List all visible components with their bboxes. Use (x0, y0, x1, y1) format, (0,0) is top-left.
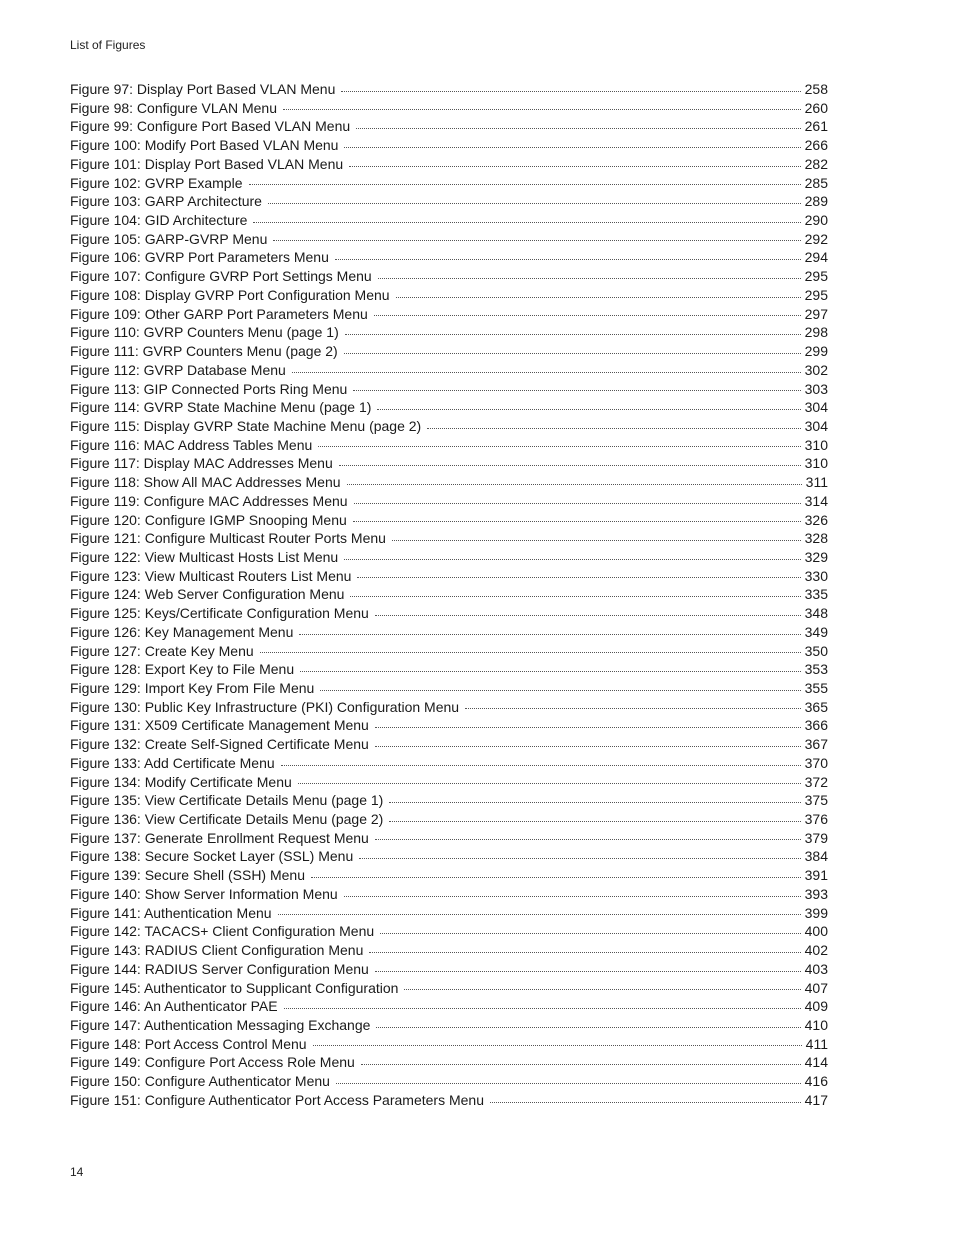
toc-entry[interactable] (70, 529, 828, 548)
toc-entry[interactable] (70, 323, 828, 342)
figure-title: Figure 100: Modify Port Based VLAN Menu (70, 137, 339, 154)
figure-page-number: 410 (804, 1016, 828, 1033)
figure-title: Figure 130: Public Key Infrastructure (PKI) Configuration Menu (70, 698, 460, 715)
figure-page-number: 294 (804, 249, 828, 266)
toc-entry[interactable] (70, 754, 828, 773)
figure-page-number: 349 (804, 623, 828, 640)
toc-entry[interactable] (70, 155, 828, 174)
figure-page-number: 295 (804, 286, 828, 303)
toc-entry[interactable] (70, 211, 828, 230)
figure-title: Figure 123: View Multicast Routers List Menu (70, 567, 352, 584)
toc-entry[interactable] (70, 473, 828, 492)
dot-leader (347, 483, 802, 485)
dot-leader (273, 239, 800, 241)
toc-entry[interactable] (70, 866, 828, 885)
figure-page-number: 261 (804, 118, 828, 135)
dot-leader (284, 1007, 801, 1009)
figure-title: Figure 103: GARP Architecture (70, 193, 262, 210)
figure-title: Figure 141: Authentication Menu (70, 904, 272, 921)
figure-title: Figure 148: Port Access Control Menu (70, 1035, 307, 1052)
figure-title: Figure 98: Configure VLAN Menu (70, 99, 277, 116)
toc-entry[interactable] (70, 230, 828, 249)
dot-leader (389, 801, 800, 803)
figure-title: Figure 125: Keys/Certificate Configuration Menu (70, 605, 369, 622)
toc-entry[interactable] (70, 679, 828, 698)
toc-entry[interactable] (70, 623, 828, 642)
dot-leader (357, 576, 800, 578)
page-number: 14 (70, 1165, 84, 1179)
dot-leader (300, 670, 801, 672)
dot-leader (313, 1044, 802, 1046)
toc-entry[interactable] (70, 791, 828, 810)
figure-title: Figure 138: Secure Socket Layer (SSL) Menu (70, 848, 354, 865)
dot-leader (311, 876, 801, 878)
figure-title: Figure 151: Configure Authenticator Port Access Parameters Menu (70, 1091, 484, 1108)
toc-entry[interactable] (70, 548, 828, 567)
figure-title: Figure 117: Display MAC Addresses Menu (70, 455, 333, 472)
figure-page-number: 370 (804, 754, 828, 771)
figure-title: Figure 121: Configure Multicast Router Ports Menu (70, 530, 386, 547)
figure-title: Figure 109: Other GARP Port Parameters Menu (70, 305, 368, 322)
toc-entry[interactable] (70, 305, 828, 324)
list-of-figures (70, 80, 828, 1110)
figure-title: Figure 142: TACACS+ Client Configuration Menu (70, 923, 375, 940)
toc-entry[interactable] (70, 773, 828, 792)
figure-page-number: 400 (804, 923, 828, 940)
toc-entry[interactable] (70, 585, 828, 604)
dot-leader (389, 820, 800, 822)
figure-page-number: 399 (804, 904, 828, 921)
figure-page-number: 329 (804, 548, 828, 565)
dot-leader (354, 502, 801, 504)
dot-leader (375, 838, 801, 840)
figure-title: Figure 114: GVRP State Machine Menu (page 1) (70, 399, 372, 416)
figure-title: Figure 119: Configure MAC Addresses Menu (70, 492, 348, 509)
dot-leader (375, 970, 801, 972)
figure-page-number: 414 (804, 1054, 828, 1071)
figure-title: Figure 97: Display Port Based VLAN Menu (70, 81, 336, 97)
dot-leader (345, 333, 801, 335)
dot-leader (349, 165, 801, 167)
figure-page-number: 355 (804, 680, 828, 696)
figure-title: Figure 136: View Certificate Details Menu (page 2) (70, 811, 384, 828)
dot-leader (283, 108, 801, 110)
toc-entry[interactable] (70, 192, 828, 211)
toc-entry[interactable] (70, 997, 828, 1016)
toc-entry[interactable] (70, 941, 828, 960)
toc-entry[interactable] (70, 492, 828, 511)
toc-entry[interactable] (70, 847, 828, 866)
toc-entry[interactable] (70, 960, 828, 979)
figure-title: Figure 112: GVRP Database Menu (70, 361, 286, 378)
dot-leader (361, 1063, 801, 1065)
figure-title: Figure 129: Import Key From File Menu (70, 680, 315, 696)
figure-title: Figure 145: Authenticator to Supplicant Configuration (70, 979, 399, 996)
dot-leader (344, 895, 801, 897)
figure-page-number: 292 (804, 230, 828, 247)
toc-entry[interactable] (70, 829, 828, 848)
dot-leader (490, 1101, 801, 1103)
figure-page-number: 367 (804, 736, 828, 753)
figure-title: Figure 140: Show Server Information Menu (70, 885, 338, 902)
toc-entry[interactable] (70, 567, 828, 586)
figure-title: Figure 131: X509 Certificate Management Menu (70, 717, 369, 734)
figure-title: Figure 149: Configure Port Access Role Menu (70, 1054, 355, 1071)
dot-leader (375, 614, 801, 616)
dot-leader (375, 726, 801, 728)
toc-entry[interactable] (70, 698, 828, 717)
figure-title: Figure 137: Generate Enrollment Request Menu (70, 829, 369, 846)
dot-leader (281, 764, 801, 766)
dot-leader (268, 202, 801, 204)
dot-leader (377, 408, 800, 410)
figure-title: Figure 134: Modify Certificate Menu (70, 773, 292, 790)
toc-entry[interactable] (70, 398, 828, 417)
dot-leader (376, 1026, 800, 1028)
figure-title: Figure 143: RADIUS Client Configuration Menu (70, 942, 364, 959)
figure-page-number: 375 (804, 792, 828, 809)
figure-page-number: 376 (804, 811, 828, 828)
running-header: List of Figures (70, 38, 146, 52)
toc-entry[interactable] (70, 904, 828, 923)
figure-page-number: 297 (804, 305, 828, 322)
figure-title: Figure 104: GID Architecture (70, 212, 248, 229)
figure-title: Figure 139: Secure Shell (SSH) Menu (70, 867, 305, 884)
dot-leader (341, 90, 800, 92)
figure-title: Figure 115: Display GVRP State Machine Menu (page 2) (70, 417, 422, 434)
toc-entry[interactable] (70, 80, 828, 99)
figure-page-number: 310 (804, 436, 828, 453)
dot-leader (299, 633, 800, 635)
toc-entry[interactable] (70, 174, 828, 193)
dot-leader (278, 913, 801, 915)
toc-entry[interactable] (70, 380, 828, 399)
toc-entry[interactable] (70, 511, 828, 530)
figure-page-number: 311 (805, 474, 828, 491)
dot-leader (336, 1082, 801, 1084)
figure-title: Figure 128: Export Key to File Menu (70, 661, 295, 678)
toc-entry[interactable] (70, 286, 828, 305)
figure-title: Figure 99: Configure Port Based VLAN Menu (70, 118, 351, 135)
figure-title: Figure 108: Display GVRP Port Configuration Menu (70, 286, 390, 303)
figure-title: Figure 105: GARP-GVRP Menu (70, 230, 268, 247)
toc-entry[interactable] (70, 1035, 828, 1054)
toc-entry[interactable] (70, 642, 828, 661)
figure-page-number: 365 (804, 698, 828, 715)
figure-title: Figure 127: Create Key Menu (70, 642, 254, 659)
figure-page-number: 348 (804, 605, 828, 622)
toc-entry[interactable] (70, 417, 828, 436)
dot-leader (392, 539, 801, 541)
figure-page-number: 299 (804, 343, 828, 360)
dot-leader (335, 258, 801, 260)
toc-entry[interactable] (70, 342, 828, 361)
figure-page-number: 290 (804, 212, 828, 229)
figure-page-number: 310 (804, 455, 828, 472)
figure-page-number: 417 (804, 1091, 828, 1108)
figure-page-number: 295 (804, 268, 828, 285)
dot-leader (374, 314, 801, 316)
figure-title: Figure 101: Display Port Based VLAN Menu (70, 155, 344, 172)
toc-entry[interactable] (70, 1053, 828, 1072)
figure-title: Figure 144: RADIUS Server Configuration Menu (70, 960, 369, 977)
dot-leader (427, 427, 800, 429)
dot-leader (298, 782, 801, 784)
figure-page-number: 260 (804, 99, 828, 116)
figure-page-number: 258 (804, 81, 828, 97)
toc-entry[interactable] (70, 1091, 828, 1110)
dot-leader (249, 183, 801, 185)
figure-page-number: 409 (804, 998, 828, 1015)
figure-title: Figure 116: MAC Address Tables Menu (70, 436, 313, 453)
figure-title: Figure 150: Configure Authenticator Menu (70, 1073, 330, 1090)
figure-page-number: 416 (804, 1073, 828, 1090)
dot-leader (350, 595, 800, 597)
dot-leader (318, 445, 800, 447)
figure-title: Figure 118: Show All MAC Addresses Menu (70, 474, 341, 491)
figure-page-number: 330 (804, 567, 828, 584)
figure-page-number: 407 (804, 979, 828, 996)
toc-entry[interactable] (70, 361, 828, 380)
toc-entry[interactable] (70, 117, 828, 136)
figure-title: Figure 132: Create Self-Signed Certificate Menu (70, 736, 369, 753)
dot-leader (353, 520, 801, 522)
dot-leader (380, 932, 801, 934)
figure-title: Figure 106: GVRP Port Parameters Menu (70, 249, 329, 266)
toc-entry[interactable] (70, 136, 828, 155)
figure-page-number: 304 (804, 417, 828, 434)
figure-title: Figure 135: View Certificate Details Menu (page 1) (70, 792, 384, 809)
dot-leader (404, 988, 800, 990)
figure-page-number: 372 (804, 773, 828, 790)
figure-title: Figure 113: GIP Connected Ports Ring Menu (70, 380, 348, 397)
figure-title: Figure 102: GVRP Example (70, 174, 243, 191)
dot-leader (320, 689, 800, 691)
figure-page-number: 266 (804, 137, 828, 154)
toc-entry[interactable] (70, 660, 828, 679)
toc-entry[interactable] (70, 885, 828, 904)
dot-leader (339, 464, 801, 466)
figure-page-number: 302 (804, 361, 828, 378)
dot-leader (356, 127, 800, 129)
figure-page-number: 403 (804, 960, 828, 977)
figure-page-number: 326 (804, 511, 828, 528)
figure-title: Figure 107: Configure GVRP Port Settings Menu (70, 268, 372, 285)
figure-page-number: 303 (804, 380, 828, 397)
figure-title: Figure 122: View Multicast Hosts List Menu (70, 548, 339, 565)
toc-entry[interactable] (70, 436, 828, 455)
toc-entry[interactable] (70, 716, 828, 735)
toc-entry[interactable] (70, 454, 828, 473)
toc-entry[interactable] (70, 1072, 828, 1091)
figure-page-number: 393 (804, 885, 828, 902)
figure-page-number: 391 (804, 867, 828, 884)
figure-page-number: 335 (804, 586, 828, 603)
dot-leader (253, 221, 800, 223)
figure-page-number: 328 (804, 530, 828, 547)
figure-page-number: 366 (804, 717, 828, 734)
toc-entry[interactable] (70, 1016, 828, 1035)
figure-title: Figure 124: Web Server Configuration Menu (70, 586, 345, 603)
dot-leader (369, 951, 800, 953)
figure-title: Figure 111: GVRP Counters Menu (page 2) (70, 343, 338, 360)
toc-entry[interactable] (70, 99, 828, 118)
dot-leader (396, 296, 801, 298)
figure-page-number: 289 (804, 193, 828, 210)
figure-page-number: 282 (804, 155, 828, 172)
toc-entry[interactable] (70, 604, 828, 623)
dot-leader (344, 352, 801, 354)
figure-page-number: 298 (804, 324, 828, 341)
dot-leader (465, 707, 801, 709)
figure-title: Figure 110: GVRP Counters Menu (page 1) (70, 324, 339, 341)
dot-leader (344, 558, 800, 560)
toc-entry[interactable] (70, 735, 828, 754)
figure-page-number: 353 (804, 661, 828, 678)
figure-page-number: 285 (804, 174, 828, 191)
figure-page-number: 304 (804, 399, 828, 416)
toc-entry[interactable] (70, 248, 828, 267)
dot-leader (260, 651, 801, 653)
toc-entry[interactable] (70, 922, 828, 941)
toc-entry[interactable] (70, 979, 828, 998)
figure-page-number: 402 (804, 942, 828, 959)
dot-leader (344, 146, 800, 148)
dot-leader (292, 371, 801, 373)
toc-entry[interactable] (70, 267, 828, 286)
dot-leader (353, 389, 800, 391)
figure-page-number: 314 (804, 492, 828, 509)
dot-leader (375, 745, 801, 747)
figure-title: Figure 146: An Authenticator PAE (70, 998, 278, 1015)
toc-entry[interactable] (70, 810, 828, 829)
figure-page-number: 350 (804, 642, 828, 659)
figure-title: Figure 147: Authentication Messaging Exchange (70, 1016, 371, 1033)
figure-title: Figure 120: Configure IGMP Snooping Menu (70, 511, 347, 528)
figure-page-number: 379 (804, 829, 828, 846)
figure-title: Figure 133: Add Certificate Menu (70, 754, 275, 771)
figure-title: Figure 126: Key Management Menu (70, 623, 294, 640)
dot-leader (359, 857, 800, 859)
figure-page-number: 411 (805, 1035, 828, 1052)
dot-leader (378, 277, 801, 279)
figure-page-number: 384 (804, 848, 828, 865)
